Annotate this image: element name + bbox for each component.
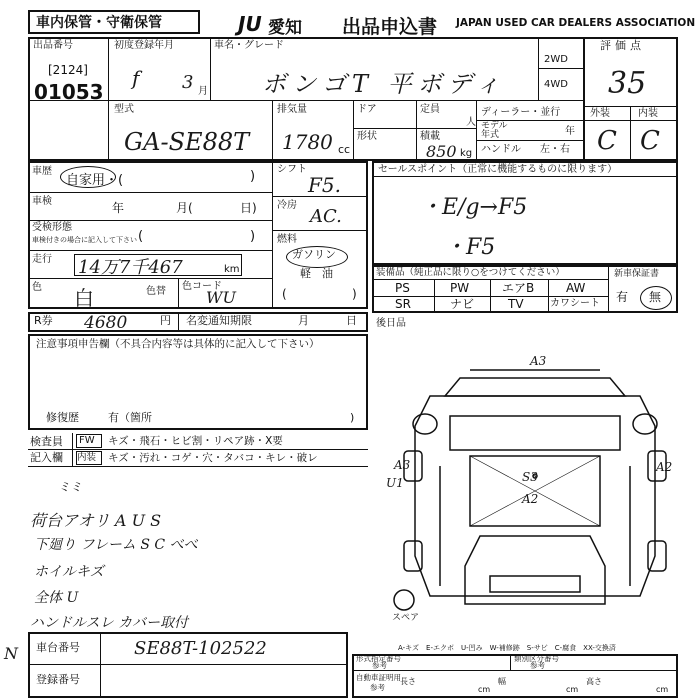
grid-divider [28, 100, 583, 101]
type-designation-label: 形式指定番号 [356, 654, 401, 663]
chassis-value: SE88T-102522 [134, 638, 267, 659]
grid-divider [108, 37, 109, 161]
entry-label: 記入欄 [30, 451, 63, 464]
sales-point-label: セールスポイント（正常に機能するものに限ります） [378, 164, 618, 175]
class-ref: 参考 [530, 661, 545, 670]
equipment-item: ナビ [450, 297, 475, 311]
deadline-label: 名変通知期限 [186, 314, 252, 327]
score-label: 評価点 [600, 39, 645, 52]
note-handwriting: 下廻り フレーム S C べべ [34, 537, 198, 553]
inspection-month: 月( [176, 201, 193, 215]
note-handwriting: ミミ [58, 480, 83, 494]
score-value: 35 [608, 66, 647, 101]
mileage-value: 14万7千467 [78, 257, 183, 278]
model-label: 型式 [114, 104, 134, 115]
sales-point-line-2: ・F5 [444, 235, 496, 260]
grid-divider [353, 100, 354, 161]
grid-divider [178, 278, 179, 309]
registration-label: 登録番号 [36, 673, 80, 686]
grid-divider [353, 128, 476, 129]
grid-divider [100, 632, 101, 698]
grid-divider [352, 670, 678, 671]
equipment-item: SR [395, 297, 411, 311]
color-change-label: 色替 [146, 286, 166, 297]
inspector-label: 検査員 [30, 435, 63, 448]
height-unit: cm [656, 685, 669, 694]
car-name-label: 車名・グレード [214, 40, 284, 51]
recv-open: ( [138, 229, 144, 244]
grid-divider [538, 68, 583, 69]
grid-divider [28, 220, 272, 221]
note-handwriting: ハンドルスレ カバー取付 [30, 615, 189, 631]
inspection-day: 日) [240, 201, 257, 215]
grid-divider [28, 250, 272, 251]
exterior-grade: C [597, 126, 617, 156]
handle-label: ハンドル [481, 144, 521, 155]
recv-label: 受検形態 [32, 222, 72, 233]
grid-divider [28, 192, 272, 193]
recv-close: ) [250, 229, 256, 244]
fuel-label: 燃料 [277, 234, 297, 245]
width-unit: cm [566, 685, 579, 694]
capacity-label: 定員 [420, 104, 440, 115]
spare-label: スペア [392, 613, 420, 623]
load-unit: kg [460, 148, 473, 159]
color-code-value: WU [206, 288, 236, 307]
inspection-year: 年 [112, 201, 125, 215]
color-value: 白 [74, 286, 94, 310]
car-name-value: ボンゴT 平ボディ [262, 70, 506, 98]
equipment-item: PS [395, 281, 410, 295]
inspection-label: 車検 [32, 196, 52, 207]
warranty-no: 無 [649, 290, 662, 304]
door-label: ドア [357, 104, 377, 115]
ju-logo: JU [238, 12, 262, 36]
storage-badge [28, 10, 200, 34]
fw-items: キズ・飛石・ヒビ割・リペア跡・X要 [108, 435, 283, 447]
grid-divider [476, 100, 477, 161]
length-unit: cm [478, 685, 491, 694]
load-value: 850 [426, 142, 457, 161]
grid-divider [608, 265, 609, 313]
dealer-label: ディーラー・並行 [481, 107, 561, 118]
deadline-month: 月 [298, 314, 309, 327]
history-label: 車歴 [32, 166, 52, 177]
deadline-day: 日 [346, 314, 357, 327]
grid-divider [416, 100, 417, 161]
first-reg-label: 初度登録年月 [114, 40, 174, 51]
spare-tire-icon [392, 588, 416, 612]
model-year-label-1: モデル [481, 121, 508, 131]
mileage-label: 走行 [32, 254, 52, 265]
width-label: 幅 [498, 677, 506, 686]
storage-badge-text: 車内保管・守衛保管 [36, 15, 162, 31]
grid-divider [210, 37, 211, 100]
grid-divider [28, 466, 368, 467]
equipment-item: カワシート [550, 298, 600, 309]
interior-items-label: 内装 [77, 452, 97, 463]
grid-divider [630, 106, 631, 161]
repair-value: 有（箇所 [108, 411, 152, 424]
grid-divider [476, 140, 583, 141]
equipment-label: 装備品（純正品に限り○をつけてください） [376, 267, 565, 278]
note-handwriting: 全体 U [34, 590, 79, 606]
capacity-unit: 人 [466, 117, 476, 128]
repair-label: 修復歴 [46, 411, 79, 424]
fw-label: FW [79, 435, 95, 446]
class-label: 類別区分番号 [514, 654, 559, 663]
damage-mark: A3 [394, 458, 411, 472]
grid-divider [272, 100, 273, 161]
grid-divider [583, 37, 585, 161]
month-unit: 月 [198, 86, 208, 97]
chassis-label: 車台番号 [36, 641, 80, 654]
fuel-close: ) [352, 287, 357, 301]
grid-divider [434, 279, 435, 313]
exterior-label: 外装 [590, 108, 610, 119]
first-reg-year: f [132, 66, 140, 90]
certificate-ref: 参考 [370, 683, 385, 692]
equipment-item: AW [566, 281, 586, 295]
drive-2wd: 2WD [544, 54, 568, 65]
lot-sub: [2124] [48, 63, 88, 77]
lot-label: 出品番号 [33, 40, 73, 51]
recycle-unit: 円 [160, 314, 171, 327]
damage-mark: A3 [530, 354, 547, 368]
warranty-yes: 有 [616, 290, 629, 304]
type-designation-ref: 参考 [372, 661, 387, 670]
margin-mark: N [4, 644, 18, 663]
repair-close: ) [350, 411, 355, 424]
length-label: 長さ [400, 677, 416, 686]
handle-options: 左・右 [540, 144, 570, 155]
form-title-en: JAPAN USED CAR DEALERS ASSOCIATION [456, 17, 696, 29]
mileage-unit: km [224, 264, 240, 275]
grid-divider [548, 279, 549, 313]
org-name: 愛知 [268, 18, 302, 38]
disp-value: 1780 [282, 130, 333, 154]
grid-divider [490, 279, 491, 313]
warranty-label: 新車保証書 [614, 269, 660, 279]
damage-legend: A-キズ E-エクボ U-凹み W-補修跡 S-サビ C-腐食 XX-交換済 [398, 644, 616, 652]
grid-divider [272, 230, 368, 231]
color-code-label: 色コード [182, 281, 222, 292]
fuel-gasoline: ガソリン [292, 248, 336, 261]
interior-items: キズ・汚れ・コゲ・穴・タバコ・キレ・破レ [108, 452, 318, 464]
recycle-value: 4680 [84, 313, 128, 333]
drive-4wd: 4WD [544, 79, 568, 90]
shift-value: F5. [308, 173, 341, 197]
grid-divider [372, 176, 678, 177]
equipment-item: TV [508, 297, 524, 311]
fuel-open: ( [282, 287, 287, 301]
model-year-label-2: 年式 [481, 130, 500, 140]
lot-number: 01053 [34, 80, 104, 104]
ac-value: AC. [310, 206, 342, 227]
grid-divider [28, 664, 348, 665]
notes-label: 注意事項申告欄（不具合内容等は具体的に記入して下さい） [36, 338, 320, 350]
form-title: 出品申込書 [342, 16, 438, 38]
load-label: 積載 [420, 131, 440, 142]
recycle-label: R券 [34, 314, 53, 327]
after-item-label: 後日品 [376, 318, 406, 329]
first-reg-month: 3 [182, 72, 194, 93]
disp-label: 排気量 [277, 104, 307, 115]
height-label: 高さ [586, 677, 602, 686]
equipment-item: PW [450, 281, 470, 295]
note-handwriting: ホイルキズ [34, 564, 104, 580]
disp-unit: cc [338, 143, 351, 156]
equipment-item: エアB [502, 281, 535, 295]
model-value: GA-SE88T [124, 128, 250, 156]
grid-divider [28, 449, 368, 450]
damage-mark: A2 [656, 460, 673, 474]
certificate-label: 自動車証明用 [356, 673, 401, 682]
note-handwriting: 荷台アオリ A U S [30, 511, 162, 530]
grid-divider [272, 161, 273, 309]
recv-note: 車検付きの場合に記入して下さい [32, 236, 137, 244]
shift-label: シフト [277, 164, 307, 175]
grid-divider [178, 312, 179, 332]
color-label: 色 [32, 282, 42, 293]
history-value: 自家用・( [66, 173, 124, 188]
sales-point-line-1: ・E/g→F5 [420, 195, 528, 220]
fuel-diesel: 軽 油 [300, 267, 333, 280]
year-unit: 年 [565, 126, 575, 137]
grid-divider [510, 654, 511, 670]
vehicle-diagram [400, 356, 673, 626]
grid-divider [72, 433, 73, 466]
interior-label: 内装 [638, 108, 658, 119]
damage-mark: U1 [386, 476, 404, 490]
damage-mark: S3 [522, 470, 538, 484]
history-close: ) [250, 169, 256, 184]
damage-mark: A2 [522, 492, 539, 506]
ac-label: 冷房 [277, 200, 297, 211]
shape-label: 形状 [357, 131, 377, 142]
interior-grade: C [640, 126, 660, 156]
